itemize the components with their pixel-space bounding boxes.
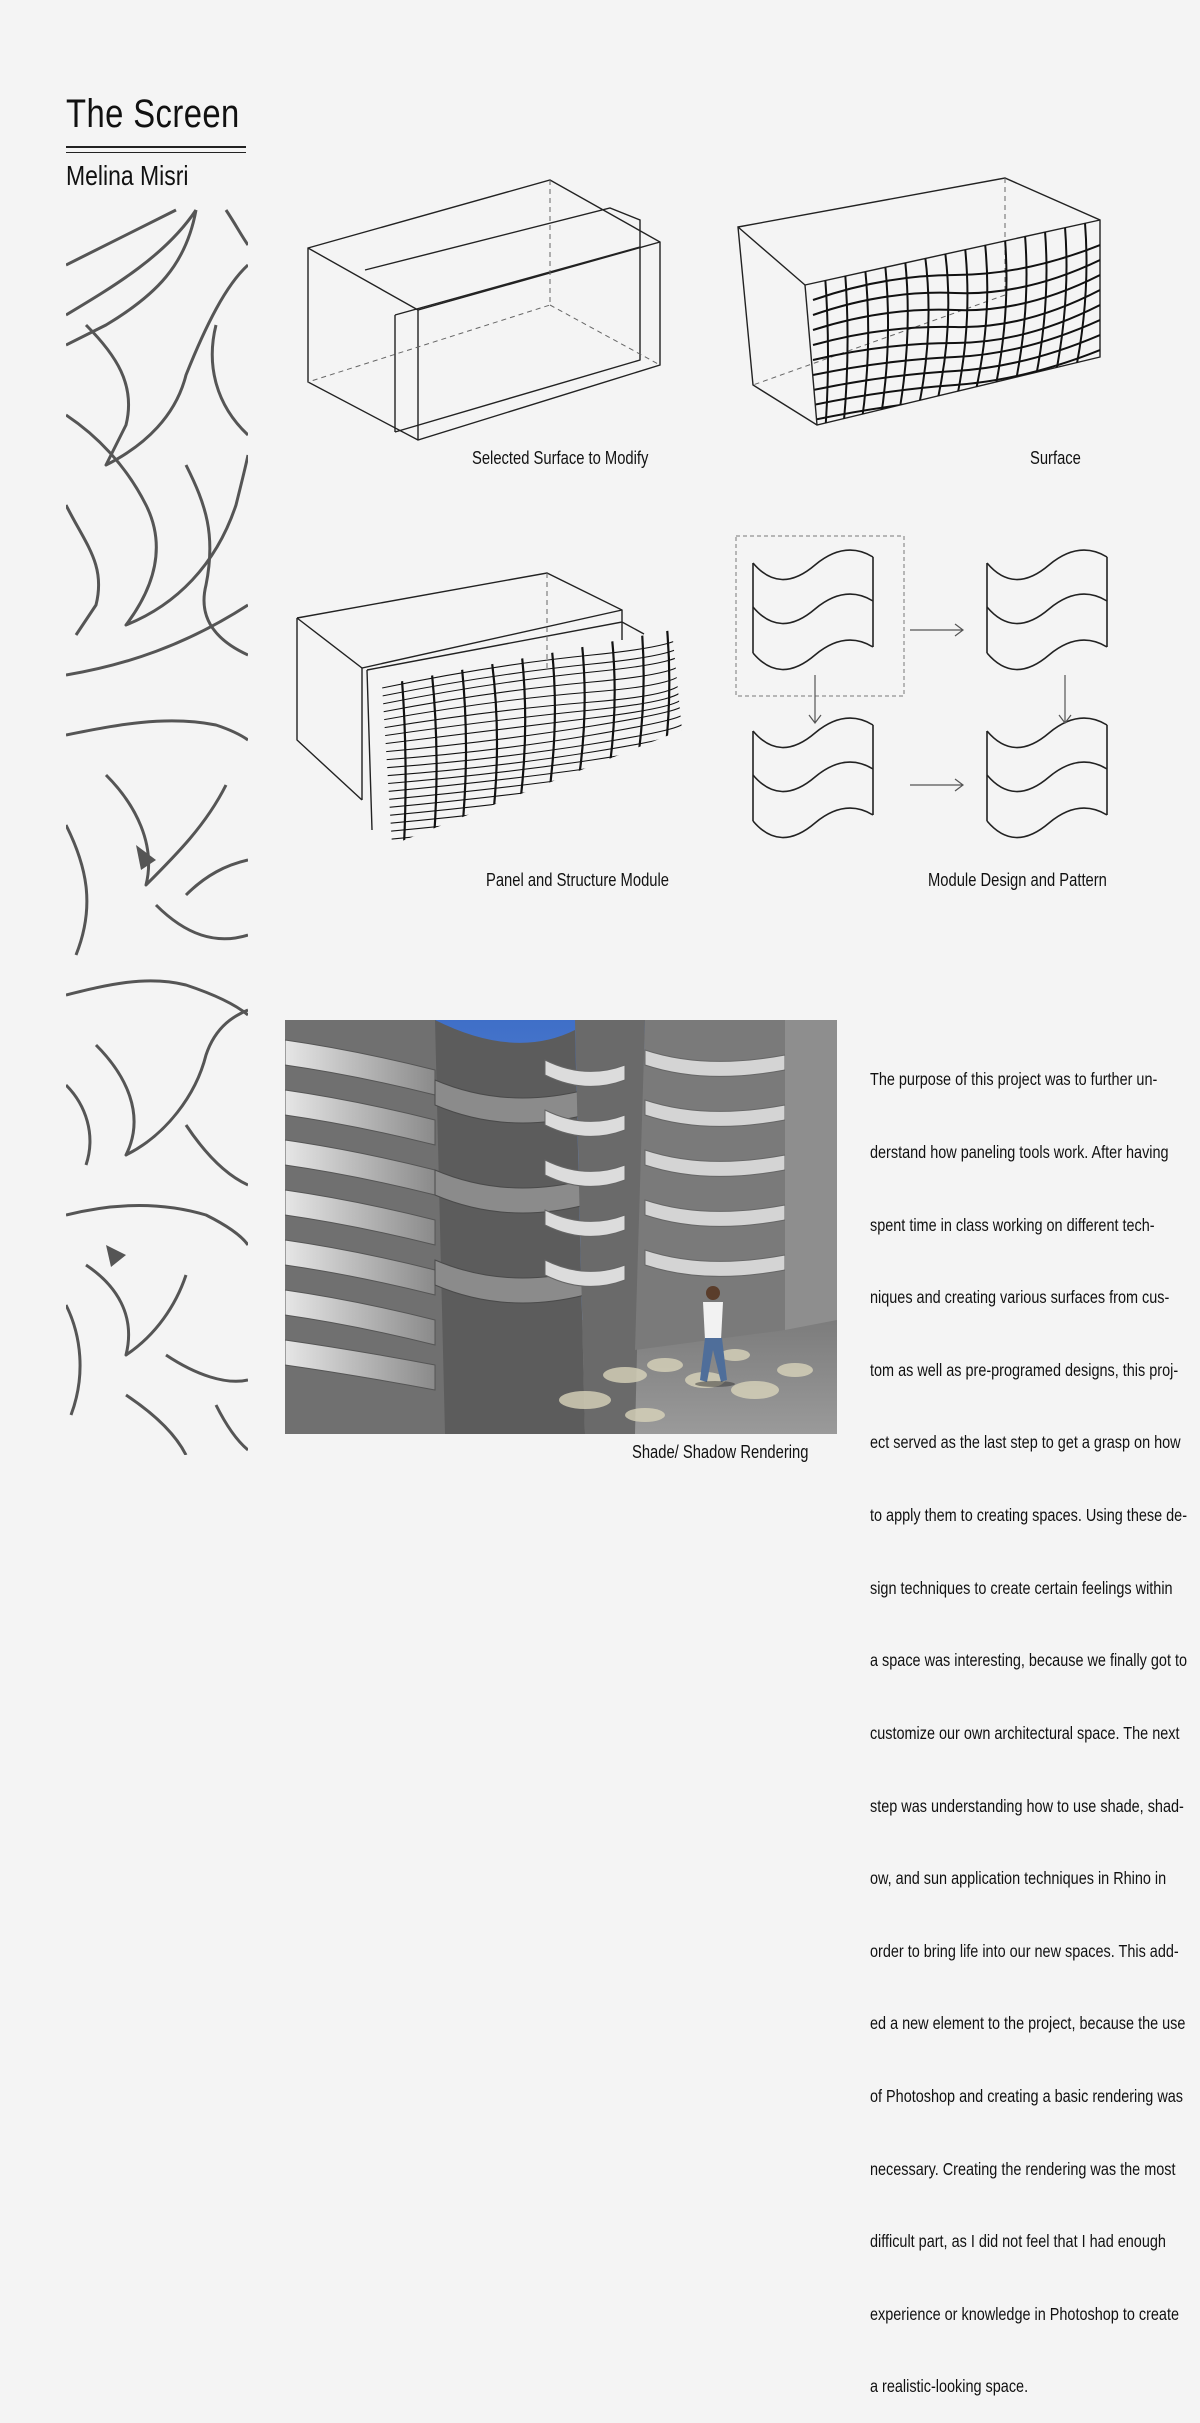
module-design-caption: Module Design and Pattern (928, 870, 1107, 890)
page-title: The Screen (66, 92, 240, 136)
selected-surface-caption: Selected Surface to Modify (472, 448, 649, 468)
text-line: The purpose of this project was to further un- (870, 1069, 1158, 1090)
text-line: experience or knowledge in Photoshop to create (870, 2303, 1180, 2324)
title-underline-thin (66, 152, 246, 153)
text-line: necessary. Creating the rendering was the most (870, 2158, 1176, 2179)
text-line: customize our own architectural space. The next (870, 1722, 1180, 1743)
text-line: ect served as the last step to get a grasp on how (870, 1432, 1181, 1453)
text-line: niques and creating various surfaces from cus- (870, 1287, 1170, 1308)
project-description (870, 1019, 1188, 2423)
selected-surface-diagram (300, 170, 665, 455)
text-line: step was understanding how to use shade, shad- (870, 1795, 1184, 1816)
shade-shadow-rendering (285, 1020, 837, 1434)
text-line: ow, and sun application techniques in Rhino in (870, 1868, 1167, 1889)
text-line: ed a new element to the project, because the use (870, 2013, 1186, 2034)
text-line: tom as well as pre-programed designs, this proj- (870, 1359, 1179, 1380)
text-line: a space was interesting, because we finally got to (870, 1650, 1188, 1671)
module-pattern-diagram (735, 535, 1120, 850)
title-underline (66, 146, 246, 148)
panel-structure-diagram (292, 570, 687, 855)
decorative-pattern (66, 205, 248, 1455)
text-line: sign techniques to create certain feelings within (870, 1577, 1173, 1598)
text-line: to apply them to creating spaces. Using these de- (870, 1505, 1188, 1526)
rendering-caption: Shade/ Shadow Rendering (632, 1442, 809, 1462)
surface-diagram (735, 175, 1105, 435)
text-line: a realistic-looking space. (870, 2376, 1029, 2397)
text-line: of Photoshop and creating a basic rendering was (870, 2085, 1184, 2106)
text-line: difficult part, as I did not feel that I had enough (870, 2231, 1166, 2252)
author-name: Melina Misri (66, 160, 189, 191)
surface-caption: Surface (1030, 448, 1081, 468)
text-line: derstand how paneling tools work. After having (870, 1142, 1169, 1163)
text-line: spent time in class working on different tech- (870, 1214, 1155, 1235)
panel-structure-caption: Panel and Structure Module (486, 870, 669, 890)
text-line: order to bring life into our new spaces. This add- (870, 1940, 1179, 1961)
